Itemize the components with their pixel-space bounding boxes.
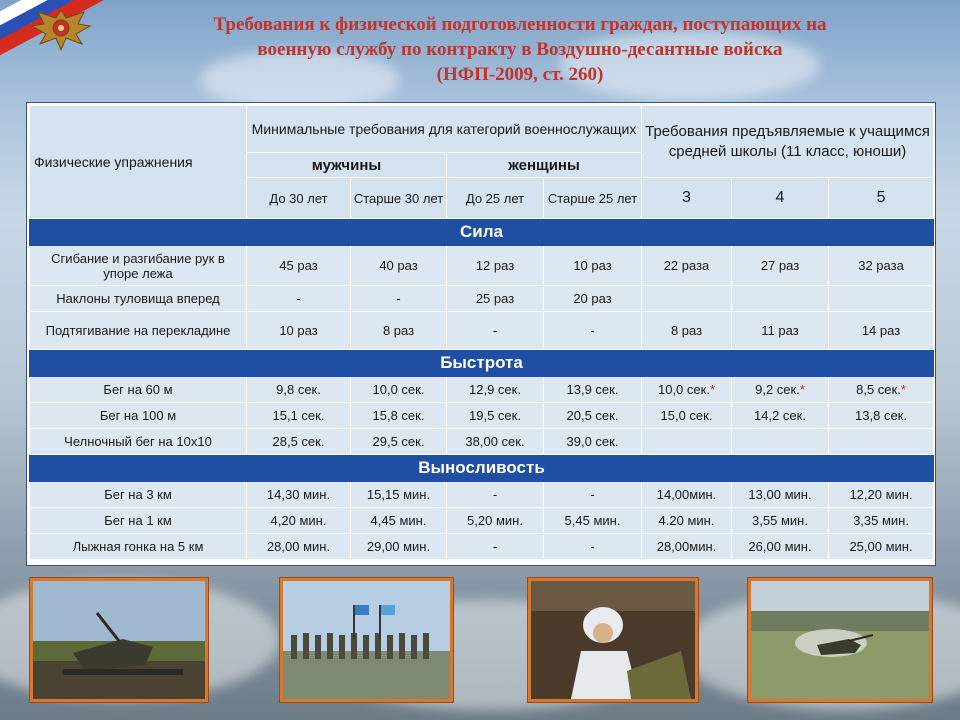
- cell-value: 3,55 мин.: [752, 513, 808, 528]
- field-tank-photo: [748, 578, 932, 702]
- cell-men-over-30: [351, 508, 447, 534]
- page-title: [130, 12, 910, 87]
- cell-grade-3: [642, 534, 732, 560]
- cell-women-over-25: [544, 508, 642, 534]
- cell-value: 25,00 мин.: [849, 539, 913, 554]
- cell-women-over-25: [544, 534, 642, 560]
- cell-value: 25 раз: [475, 291, 515, 306]
- exercise-name: Бег на 3 км: [30, 482, 247, 508]
- cell-grade-5: [829, 377, 934, 403]
- cell-value: -: [492, 539, 498, 554]
- section-header: Сила: [30, 219, 934, 246]
- cell-value: 3,35 мин.: [853, 513, 909, 528]
- table-row: [30, 482, 934, 508]
- cell-grade-4: [732, 482, 829, 508]
- cell-grade-5: [829, 508, 934, 534]
- cell-men-under-30: [247, 312, 351, 350]
- cell-value: 20 раз: [573, 291, 612, 306]
- cell-women-over-25: [544, 246, 642, 286]
- footnote-star: *: [799, 382, 805, 397]
- cell-grade-5: [829, 403, 934, 429]
- cell-value: -: [396, 291, 401, 306]
- cell-value: -: [590, 323, 595, 338]
- exercise-name: Челночный бег на 10х10: [30, 429, 247, 455]
- airborne-emblem-icon: [28, 4, 94, 56]
- cell-value: -: [590, 487, 595, 502]
- cell-men-over-30: [351, 534, 447, 560]
- exercise-name: Подтягивание на перекладине: [30, 312, 247, 350]
- table-row: [30, 429, 934, 455]
- cell-value: 29,5 сек.: [372, 434, 425, 449]
- cell-grade-5: [829, 482, 934, 508]
- cell-value: 28,00мин.: [656, 539, 717, 554]
- header-school-requirements: Требования предъявляемые к учащимся средней школы (11 класс, юноши): [642, 106, 934, 178]
- cell-grade-3: [642, 286, 732, 312]
- cell-value: 26,00 мин.: [748, 539, 812, 554]
- cell-value: 20,5 сек.: [566, 408, 619, 423]
- cell-value: 4.20 мин.: [658, 513, 715, 528]
- cell-women-under-25: [447, 403, 544, 429]
- cell-value: 27 раз: [760, 258, 800, 273]
- cell-value: 12,20 мин.: [849, 487, 913, 502]
- cell-value: 14,30 мин.: [266, 487, 331, 502]
- header-women-under-25: До 25 лет: [447, 178, 544, 219]
- cell-grade-4: [732, 246, 829, 286]
- cell-grade-3: [642, 403, 732, 429]
- header-men: мужчины: [247, 153, 447, 178]
- cell-grade-5: [829, 534, 934, 560]
- cell-men-under-30: [247, 534, 351, 560]
- exercise-name: Бег на 100 м: [30, 403, 247, 429]
- paratrooper-portrait-photo: [528, 578, 698, 702]
- cell-men-under-30: [247, 482, 351, 508]
- cell-women-under-25: [447, 482, 544, 508]
- cell-value: 45 раз: [279, 258, 318, 273]
- cell-value: 9,8 сек.: [276, 382, 321, 397]
- cell-value: 13,8 сек.: [855, 408, 907, 423]
- cell-value: 15,8 сек.: [372, 408, 425, 423]
- header-exercise: Физические упражнения: [30, 106, 247, 219]
- header-grade-3: 3: [642, 178, 732, 219]
- title-line-1: Требования к физической подготовленности граждан, поступающих на: [213, 14, 827, 35]
- cell-value: 40 раз: [379, 258, 418, 273]
- exercise-name: Наклоны туловища вперед: [30, 286, 247, 312]
- cell-women-over-25: [544, 429, 642, 455]
- cell-grade-5: [829, 286, 934, 312]
- cell-grade-5: [829, 312, 934, 350]
- cell-women-under-25: [447, 246, 544, 286]
- title-line-3: (НФП-2009, ст. 260): [436, 64, 604, 85]
- cell-grade-3: [642, 429, 732, 455]
- cell-value: 14 раз: [861, 323, 901, 338]
- cell-value: 22 раза: [663, 258, 710, 273]
- cell-grade-4: [732, 377, 829, 403]
- cell-men-over-30: [351, 286, 447, 312]
- cell-value: 8,5 сек.: [856, 382, 901, 397]
- table-row: [30, 312, 934, 350]
- header-min-requirements: Минимальные требования для категорий военнослужащих: [247, 106, 642, 153]
- table-row: [30, 508, 934, 534]
- cell-men-under-30: [247, 246, 351, 286]
- cell-women-under-25: [447, 508, 544, 534]
- cell-women-over-25: [544, 403, 642, 429]
- header-men-over-30: Старше 30 лет: [351, 178, 447, 219]
- cell-value: 5,45 мин.: [564, 513, 621, 528]
- table-row: [30, 403, 934, 429]
- cell-value: 32 раза: [858, 258, 904, 273]
- cell-women-over-25: [544, 377, 642, 403]
- cell-value: 12,9 сек.: [469, 382, 521, 397]
- cell-value: -: [296, 291, 301, 306]
- cell-value: 15,15 мин.: [366, 487, 431, 502]
- cell-women-under-25: [447, 312, 544, 350]
- cell-value: 28,00 мин.: [266, 539, 331, 554]
- exercise-name: Бег на 60 м: [30, 377, 247, 403]
- exercise-name: Сгибание и разгибание рук в упоре лежа: [30, 246, 247, 286]
- footnote-star: *: [709, 382, 715, 397]
- cell-value: 4,45 мин.: [370, 513, 427, 528]
- cell-value: 11 раз: [761, 323, 799, 338]
- cell-men-under-30: [247, 429, 351, 455]
- cell-value: 5,20 мин.: [467, 513, 523, 528]
- header-men-under-30: До 30 лет: [247, 178, 351, 219]
- title-line-2: военную службу по контракту в Воздушно-десантные войска: [257, 39, 783, 60]
- cell-grade-3: [642, 312, 732, 350]
- cell-value: -: [590, 539, 595, 554]
- cell-value: 10,0 сек.: [372, 382, 425, 397]
- cell-value: 13,00 мин.: [748, 487, 812, 502]
- cell-grade-4: [732, 312, 829, 350]
- requirements-table: [26, 102, 936, 566]
- cell-grade-3: [642, 377, 732, 403]
- armored-vehicle-photo: [30, 578, 208, 702]
- cell-men-over-30: [351, 482, 447, 508]
- cell-grade-3: [642, 482, 732, 508]
- table-row: [30, 246, 934, 286]
- cell-grade-5: [829, 246, 934, 286]
- cell-value: 39,0 сек.: [566, 434, 619, 449]
- cell-value: -: [492, 323, 498, 338]
- cell-value: 29,00 мин.: [366, 539, 431, 554]
- header-women: женщины: [447, 153, 642, 178]
- table-row: [30, 377, 934, 403]
- cell-men-over-30: [351, 377, 447, 403]
- cell-value: 38,00 сек.: [465, 434, 525, 449]
- parade-formation-photo: [280, 578, 453, 702]
- cell-men-over-30: [351, 429, 447, 455]
- exercise-name: Лыжная гонка на 5 км: [30, 534, 247, 560]
- cell-men-under-30: [247, 403, 351, 429]
- cell-value: 10 раз: [573, 258, 612, 273]
- cell-value: 15,0 сек.: [660, 408, 713, 423]
- cell-women-over-25: [544, 312, 642, 350]
- cell-grade-4: [732, 534, 829, 560]
- cell-women-over-25: [544, 482, 642, 508]
- cell-value: 8 раз: [382, 323, 415, 338]
- exercise-name: Бег на 1 км: [30, 508, 247, 534]
- cell-grade-4: [732, 429, 829, 455]
- header-grade-5: 5: [829, 178, 934, 219]
- cell-value: 9,2 сек.: [755, 382, 800, 397]
- cell-grade-5: [829, 429, 934, 455]
- cell-value: 8 раз: [670, 323, 703, 338]
- cell-grade-4: [732, 508, 829, 534]
- cell-value: 14,00мин.: [656, 487, 717, 502]
- cell-men-under-30: [247, 377, 351, 403]
- cell-value: 15,1 сек.: [272, 408, 325, 423]
- cell-men-under-30: [247, 508, 351, 534]
- footnote-star: *: [900, 382, 906, 397]
- cell-value: 19,5 сек.: [469, 408, 521, 423]
- cell-grade-4: [732, 286, 829, 312]
- cell-men-over-30: [351, 246, 447, 286]
- cell-value: 10 раз: [279, 323, 318, 338]
- cell-men-under-30: [247, 286, 351, 312]
- cell-value: 28,5 сек.: [272, 434, 325, 449]
- cell-value: 12 раз: [475, 258, 515, 273]
- cell-men-over-30: [351, 403, 447, 429]
- header-women-over-25: Старше 25 лет: [544, 178, 642, 219]
- cell-value: 4,20 мин.: [270, 513, 327, 528]
- cell-men-over-30: [351, 312, 447, 350]
- cell-women-under-25: [447, 377, 544, 403]
- table-row: [30, 534, 934, 560]
- cell-women-over-25: [544, 286, 642, 312]
- section-header: Быстрота: [30, 350, 934, 377]
- cell-grade-4: [732, 403, 829, 429]
- cell-grade-3: [642, 246, 732, 286]
- cell-value: 14,2 сек.: [754, 408, 806, 423]
- cell-value: -: [492, 487, 498, 502]
- cell-grade-3: [642, 508, 732, 534]
- table-row: [30, 286, 934, 312]
- cell-value: 13,9 сек.: [566, 382, 619, 397]
- section-header: Выносливость: [30, 455, 934, 482]
- cell-women-under-25: [447, 534, 544, 560]
- cell-women-under-25: [447, 286, 544, 312]
- header-grade-4: 4: [732, 178, 829, 219]
- cell-value: 10,0 сек.: [657, 382, 710, 397]
- cell-women-under-25: [447, 429, 544, 455]
